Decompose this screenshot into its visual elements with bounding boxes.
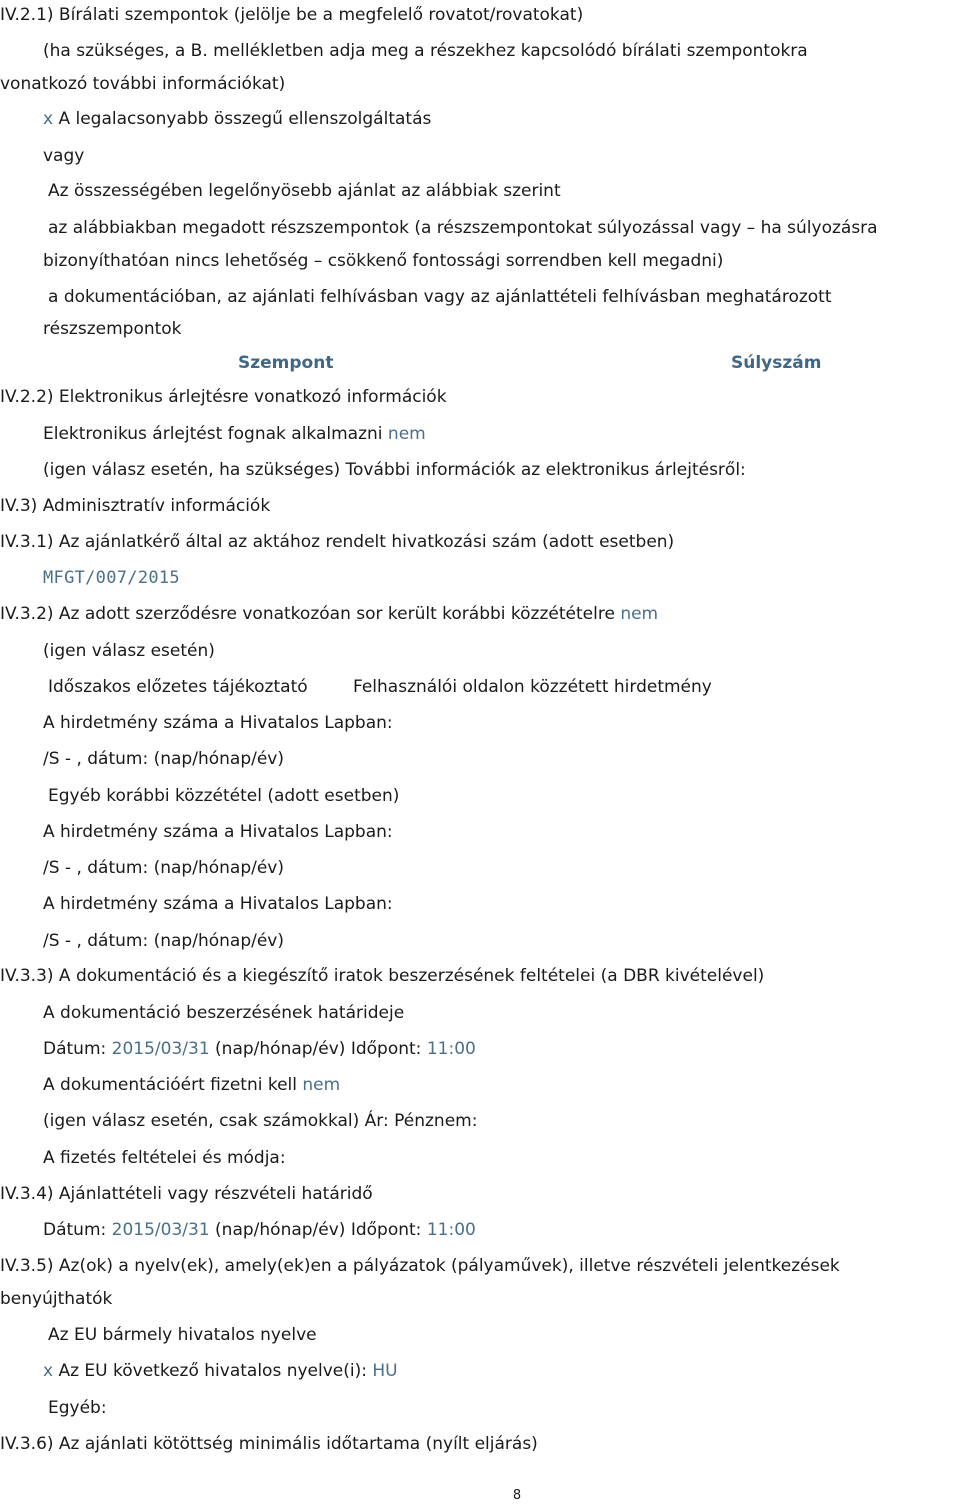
documentation-deadline-label: A dokumentáció beszerzésének határideje — [43, 1003, 405, 1023]
subcriteria-option-2-line-2: részszempontok — [43, 319, 182, 339]
section-title-iv-3-2 — [0, 602, 658, 626]
tender-deadline-datetime — [43, 1218, 476, 1242]
checked-mark: x — [43, 1361, 54, 1381]
notice-number-2: A hirdetmény száma a Hivatalos Lapban: — [43, 822, 393, 842]
option-following-label: Az EU következő hivatalos nyelve(i): — [58, 1361, 367, 1381]
subcriteria-option-2-line-1: a dokumentációban, az ajánlati felhívásban vagy az ajánlattételi felhívásban meghatározott — [48, 287, 832, 307]
notice-date-1: /S - , dátum: (nap/hónap/év) — [43, 749, 284, 769]
date-value: 2015/03/31 — [111, 1220, 210, 1240]
option-following-eu-languages — [43, 1359, 398, 1383]
date-format: (nap/hónap/év) — [215, 1039, 346, 1059]
prior-publication-label: IV.3.2) Az adott szerződésre vonatkozóan sor került korábbi közzétételre — [0, 604, 615, 624]
documentation-deadline-datetime — [43, 1037, 476, 1061]
column-header-weight: Súlyszám — [731, 353, 822, 373]
date-label: Dátum: — [43, 1039, 107, 1059]
prior-publication-value: nem — [620, 604, 659, 624]
option-lowest-price-label: A legalacsonyabb összegű ellenszolgáltatás — [58, 109, 432, 129]
e-auction-used-label: Elektronikus árlejtést fognak alkalmazni — [43, 424, 383, 444]
payment-terms: A fizetés feltételei és módja: — [43, 1148, 286, 1168]
criteria-note-line-2: vonatkozó további információkat) — [0, 74, 286, 94]
date-format: (nap/hónap/év) — [215, 1220, 346, 1240]
reference-number: MFGT/007/2015 — [43, 568, 180, 588]
subcriteria-option-1-line-2: bizonyíthatóan nincs lehetőség – csökkenő fontossági sorrendben kell megadni) — [43, 251, 724, 271]
section-title-iv-3: IV.3) Adminisztratív információk — [0, 496, 271, 516]
time-label: Időpont: — [350, 1039, 422, 1059]
notice-date-2: /S - , dátum: (nap/hónap/év) — [43, 858, 284, 878]
option-other-language: Egyéb: — [48, 1398, 107, 1418]
section-title-iv-3-6: IV.3.6) Az ajánlati kötöttség minimális időtartama (nyílt eljárás) — [0, 1434, 538, 1454]
section-title-iv-3-5-line-1: IV.3.5) Az(ok) a nyelv(ek), amely(ek)en a pályázatok (pályaművek), illetve részvételi jelentkezések — [0, 1256, 840, 1276]
option-other-publication: Egyéb korábbi közzététel (adott esetben) — [48, 786, 400, 806]
notice-date-3: /S - , dátum: (nap/hónap/év) — [43, 931, 284, 951]
if-yes-label: (igen válasz esetén) — [43, 641, 215, 661]
section-title-iv-3-5-line-2: benyújthatók — [0, 1289, 113, 1309]
criteria-note-line-1: (ha szükséges, a B. mellékletben adja meg a részekhez kapcsolódó bírálati szempontokra — [43, 41, 808, 61]
notice-number-1: A hirdetmény száma a Hivatalos Lapban: — [43, 713, 393, 733]
payment-required — [43, 1073, 340, 1097]
option-any-eu-language: Az EU bármely hivatalos nyelve — [48, 1325, 317, 1345]
date-value: 2015/03/31 — [111, 1039, 210, 1059]
language-value: HU — [372, 1361, 398, 1381]
e-auction-used-value: nem — [387, 424, 426, 444]
time-value: 11:00 — [426, 1039, 476, 1059]
subcriteria-option-1-line-1: az alábbiakban megadott részszempontok (a részszempontokat súlyozással vagy – ha súlyozásra — [48, 218, 878, 238]
price-currency: (igen válasz esetén, csak számokkal) Ár: Pénznem: — [43, 1111, 478, 1131]
payment-required-value: nem — [302, 1075, 341, 1095]
e-auction-info: (igen válasz esetén, ha szükséges) További információk az elektronikus árlejtésről: — [43, 460, 746, 480]
section-title-iv-2-1: IV.2.1) Bírálati szempontok (jelölje be a megfelelő rovatot/rovatokat) — [0, 5, 584, 25]
payment-required-label: A dokumentációért fizetni kell — [43, 1075, 297, 1095]
or-label: vagy — [43, 146, 85, 166]
option-best-value: Az összességében legelőnyösebb ajánlat az alábbiak szerint — [48, 181, 561, 201]
page-number: 8 — [512, 1488, 522, 1503]
section-title-iv-3-1: IV.3.1) Az ajánlatkérő által az aktához rendelt hivatkozási szám (adott esetben) — [0, 532, 675, 552]
checked-mark: x — [43, 109, 54, 129]
notice-number-3: A hirdetmény száma a Hivatalos Lapban: — [43, 894, 393, 914]
section-title-iv-3-3: IV.3.3) A dokumentáció és a kiegészítő iratok beszerzésének feltételei (a DBR kivételével) — [0, 966, 765, 986]
option-periodic-notice: Időszakos előzetes tájékoztató — [48, 677, 308, 697]
time-label: Időpont: — [350, 1220, 422, 1240]
section-title-iv-2-2: IV.2.2) Elektronikus árlejtésre vonatkozó információk — [0, 387, 447, 407]
e-auction-used — [43, 422, 426, 446]
date-label: Dátum: — [43, 1220, 107, 1240]
section-title-iv-3-4: IV.3.4) Ajánlattételi vagy részvételi határidő — [0, 1184, 373, 1204]
column-header-criterion: Szempont — [238, 353, 334, 373]
option-buyer-profile-notice: Felhasználói oldalon közzétett hirdetmény — [353, 677, 712, 697]
option-lowest-price — [43, 107, 431, 131]
time-value: 11:00 — [426, 1220, 476, 1240]
